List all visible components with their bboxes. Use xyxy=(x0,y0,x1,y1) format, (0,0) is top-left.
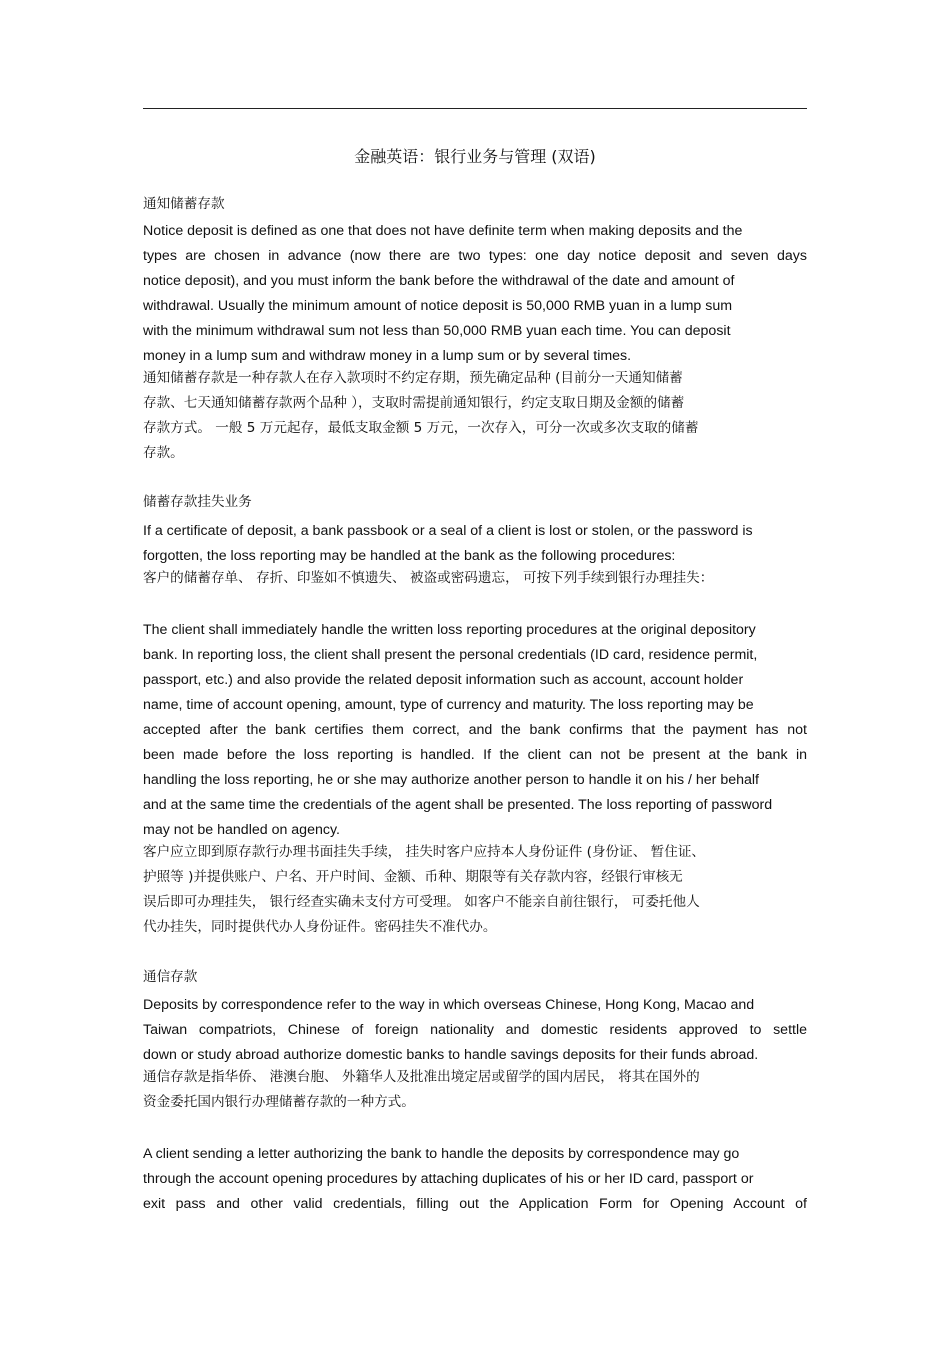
paragraph-line: exit pass and other valid credentials, filling out the Application Form for Opening Account of xyxy=(143,1196,807,1212)
paragraph-line: 护照等 )并提供账户、户名、开户时间、金额、币种、期限等有关存款内容，经银行审核无 xyxy=(143,869,683,885)
paragraph-line: name, time of account opening, amount, type of currency and maturity. The loss reporting may be xyxy=(143,697,754,713)
paragraph-line: 存款方式。 一般 5 万元起存，最低支取金额 5 万元，一次存入，可分一次或多次支取的储蓄 xyxy=(143,420,699,436)
paragraph-line: Notice deposit is defined as one that does not have definite term when making deposits and the xyxy=(143,223,743,239)
paragraph-line: handling the loss reporting, he or she may authorize another person to handle it on his / her behalf xyxy=(143,772,759,788)
paragraph-line: passport, etc.) and also provide the related deposit information such as account, account holder xyxy=(143,672,744,688)
section-heading: 通知储蓄存款 xyxy=(143,196,225,212)
paragraph-line: A client sending a letter authorizing the bank to handle the deposits by correspondence may go xyxy=(143,1146,740,1162)
paragraph-line: 资金委托国内银行办理储蓄存款的一种方式。 xyxy=(143,1094,415,1110)
section-heading: 通信存款 xyxy=(143,969,198,985)
paragraph-line: Deposits by correspondence refer to the way in which overseas Chinese, Hong Kong, Macao and xyxy=(143,997,755,1013)
document-title: 金融英语：银行业务与管理 (双语) xyxy=(354,147,596,166)
paragraph-line: 客户应立即到原存款行办理书面挂失手续， 挂失时客户应持本人身份证件 (身份证、 暂住证、 xyxy=(143,844,706,860)
paragraph-line: been made before the loss reporting is handled. If the client can not be present at the bank in xyxy=(143,747,807,763)
paragraph-line: through the account opening procedures by attaching duplicates of his or her ID card, passport or xyxy=(143,1171,754,1187)
paragraph-line: 通知储蓄存款是一种存款人在存入款项时不约定存期，预先确定品种 (目前分一天通知储蓄 xyxy=(143,370,683,386)
paragraph-line: money in a lump sum and withdraw money in a lump sum or by several times. xyxy=(143,348,632,364)
top-rule xyxy=(143,108,807,109)
paragraph-line: 通信存款是指华侨、 港澳台胞、 外籍华人及批准出境定居或留学的国内居民， 将其在国外的 xyxy=(143,1069,700,1085)
paragraph-line: 存款、七天通知储蓄存款两个品种 ），支取时需提前通知银行，约定支取日期及金额的储蓄 xyxy=(143,395,685,411)
paragraph-line: Taiwan compatriots, Chinese of foreign nationality and domestic residents approved to settle xyxy=(143,1022,807,1038)
paragraph-line: may not be handled on agency. xyxy=(143,822,340,838)
section-heading: 储蓄存款挂失业务 xyxy=(143,494,252,510)
paragraph-line: 存款。 xyxy=(143,445,184,461)
paragraph-line: down or study abroad authorize domestic banks to handle savings deposits for their funds abroad. xyxy=(143,1047,759,1063)
paragraph-line: forgotten, the loss reporting may be handled at the bank as the following procedures: xyxy=(143,548,676,564)
paragraph-line: If a certificate of deposit, a bank passbook or a seal of a client is lost or stolen, or the password is xyxy=(143,523,753,539)
paragraph-line: and at the same time the credentials of the agent shall be presented. The loss reporting of password xyxy=(143,797,773,813)
paragraph-line: accepted after the bank certifies them correct, and the bank confirms that the payment has not xyxy=(143,722,807,738)
paragraph-line: 代办挂失，同时提供代办人身份证件。密码挂失不准代办。 xyxy=(143,919,497,935)
paragraph-line: 客户的储蓄存单、 存折、印鉴如不慎遗失、 被盗或密码遗忘， 可按下列手续到银行办理挂失： xyxy=(143,570,714,586)
paragraph-line: withdrawal. Usually the minimum amount of notice deposit is 50,000 RMB yuan in a lump sum xyxy=(143,298,733,314)
paragraph-line: bank. In reporting loss, the client shall present the personal credentials (ID card, residence permit, xyxy=(143,647,758,663)
paragraph-line: The client shall immediately handle the written loss reporting procedures at the original depository xyxy=(143,622,756,638)
paragraph-line: notice deposit), and you must inform the bank before the withdrawal of the date and amount of xyxy=(143,273,735,289)
paragraph-line: types are chosen in advance (now there are two types: one day notice deposit and seven days xyxy=(143,248,807,264)
paragraph-line: with the minimum withdrawal sum not less than 50,000 RMB yuan each time. You can deposit xyxy=(143,323,731,339)
paragraph-line: 误后即可办理挂失， 银行经查实确未支付方可受理。 如客户不能亲自前往银行， 可委托他人 xyxy=(143,894,700,910)
